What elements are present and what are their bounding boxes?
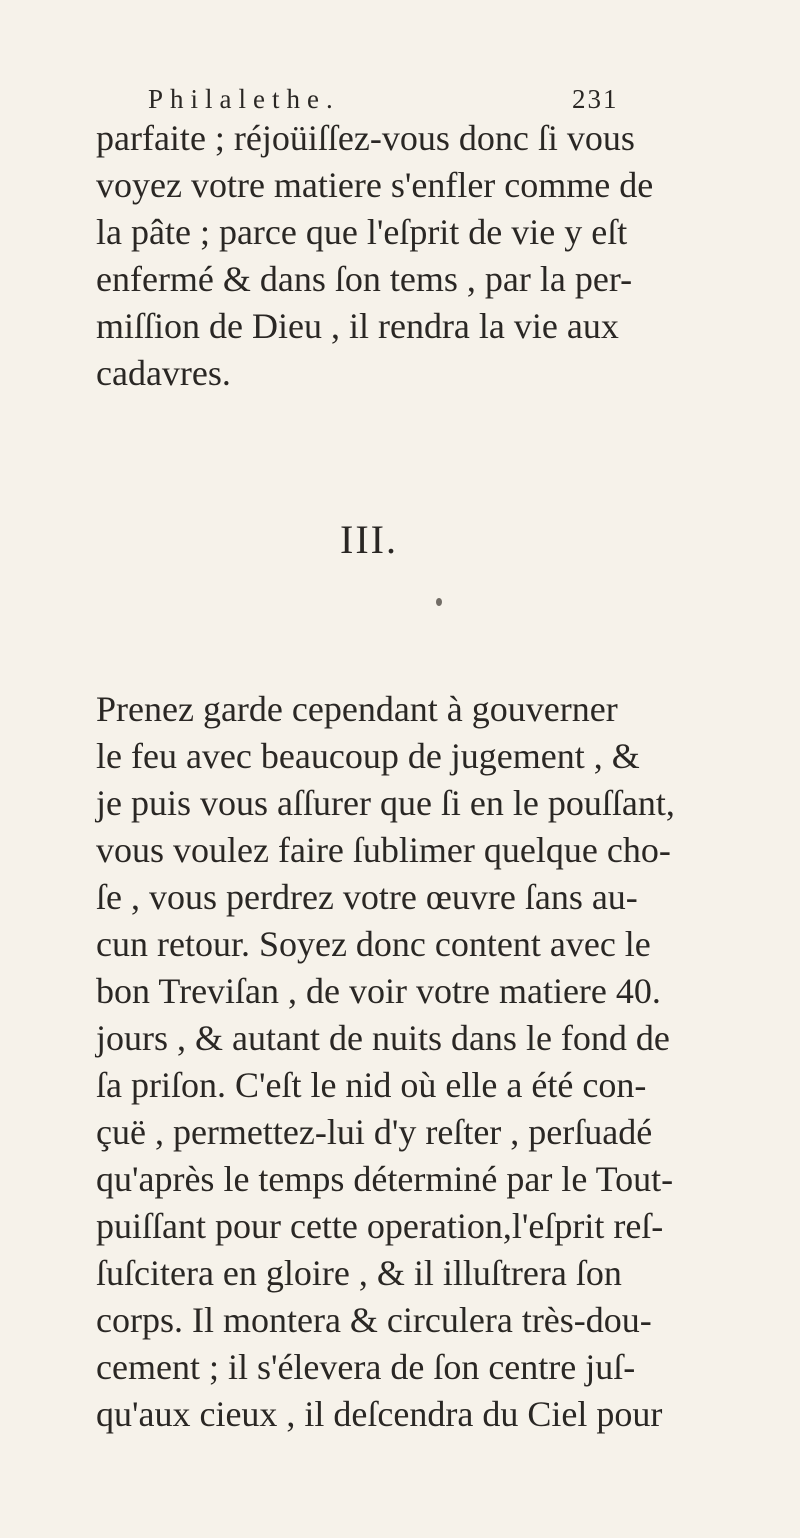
- text-line: qu'après le temps déterminé par le Tout-: [96, 1159, 674, 1199]
- text-line: bon Treviſan , de voir votre matiere 40.: [96, 971, 661, 1011]
- text-line: je puis vous aſſurer que ſi en le pouſſant,: [96, 783, 675, 823]
- text-line: cadavres.: [96, 353, 231, 393]
- text-line: çuë , permettez-lui d'y reſter , perſuadé: [96, 1112, 653, 1152]
- text-line: voyez votre matiere s'enfler comme de: [96, 165, 654, 205]
- text-line: enfermé & dans ſon tems , par la per-: [96, 259, 633, 299]
- text-line: qu'aux cieux , il deſcendra du Ciel pour: [96, 1394, 663, 1434]
- text-line: cun retour. Soyez donc content avec le: [96, 924, 651, 964]
- text-line: jours , & autant de nuits dans le fond de: [96, 1018, 670, 1058]
- text-line: la pâte ; parce que l'eſprit de vie y eſt: [96, 212, 628, 252]
- text-line: puiſſant pour cette operation,l'eſprit reſ-: [96, 1206, 664, 1246]
- main-paragraph: [96, 686, 675, 1438]
- text-line: vous voulez faire ſublimer quelque cho-: [96, 830, 671, 870]
- text-line: ſuſcitera en gloire , & il illuſtrera ſon: [96, 1253, 622, 1293]
- top-paragraph: [96, 115, 653, 397]
- text-line: ſa priſon. C'eſt le nid où elle a été con-: [96, 1065, 647, 1105]
- text-line: ſe , vous perdrez votre œuvre ſans au-: [96, 877, 638, 917]
- text-line: le feu avec beaucoup de jugement , &: [96, 736, 640, 776]
- section-heading: III.: [340, 517, 398, 562]
- text-line: miſſion de Dieu , il rendra la vie aux: [96, 306, 619, 346]
- text-line: cement ; il s'élevera de ſon centre juſ-: [96, 1347, 636, 1387]
- running-head: Philalethe.: [148, 84, 340, 114]
- page-number: 231: [572, 84, 619, 114]
- ink-speck: [436, 598, 442, 606]
- text-line: parfaite ; réjoüiſſez-vous donc ſi vous: [96, 118, 635, 158]
- text-line: corps. Il montera & circulera très-dou-: [96, 1300, 652, 1340]
- text-line: Prenez garde cependant à gouverner: [96, 689, 618, 729]
